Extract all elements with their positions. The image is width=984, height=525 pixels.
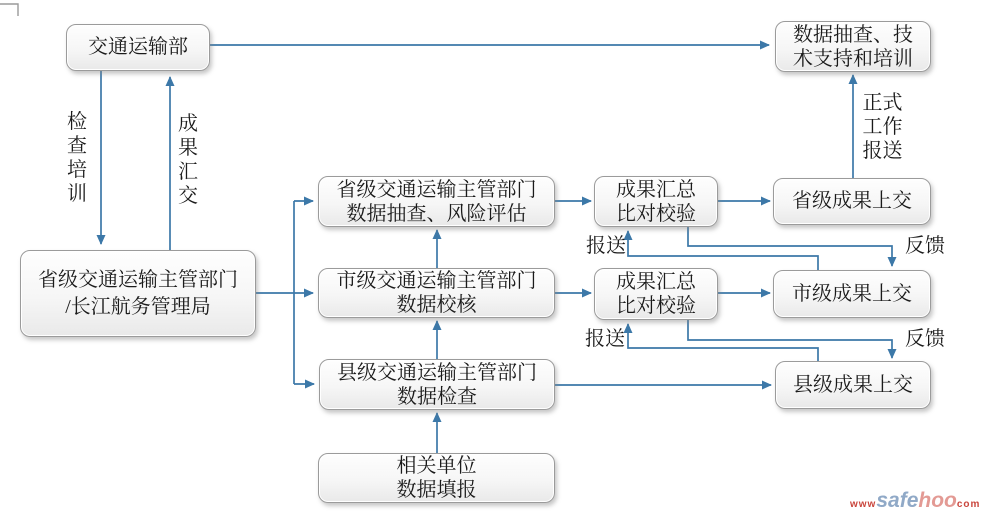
- node-county-results-submission: [775, 361, 931, 409]
- watermark-safehoo: [850, 489, 980, 513]
- node-city-results-submission: [773, 270, 931, 318]
- node-text: 数据校核: [396, 294, 477, 316]
- node-provincial-spotcheck-risk-assessment: [318, 176, 555, 227]
- node-text: 县级成果上交: [793, 373, 913, 396]
- frame-corner-fragment: [0, 4, 18, 16]
- node-text: 数据检查: [397, 385, 477, 408]
- edge-label-submit-county: 报送: [585, 328, 625, 350]
- edge-feedback-to-city: [688, 227, 892, 266]
- node-results-summary-check-city: [594, 268, 718, 320]
- node-ministry-of-transport: [66, 24, 210, 71]
- node-text: 省级交通运输主管部门: [38, 268, 238, 291]
- node-text: 数据填报: [396, 479, 477, 501]
- node-provincial-dept-changjiang-admin: [20, 250, 256, 337]
- edge-submit-from-county: [628, 324, 818, 361]
- node-provincial-results-submission: [773, 178, 931, 225]
- edge-label-inspect-training: 检查培训: [67, 111, 87, 205]
- node-text: 比对校验: [616, 295, 696, 317]
- node-text: 市级交通运输主管部门: [336, 270, 537, 292]
- edge-label-formal-report: 正式工作报送: [862, 92, 903, 162]
- node-related-units-data-filling: [318, 453, 555, 503]
- edge-label-submit-city: 报送: [586, 235, 626, 257]
- watermark-brand-blue: safe: [876, 489, 919, 512]
- node-text: 县级交通运输主管部门: [337, 361, 537, 384]
- node-text: 数据抽查、风险评估: [346, 202, 527, 225]
- node-text: 数据抽查、技: [793, 23, 913, 46]
- node-text: 市级成果上交: [792, 282, 912, 305]
- node-results-summary-check-provincial: [594, 176, 718, 227]
- edge-label-feedback-city: 反馈: [905, 235, 945, 257]
- node-text: 交通运输部: [88, 36, 188, 58]
- node-city-data-verification: [318, 268, 555, 318]
- edge-label-results-submission: 成果汇交: [178, 113, 198, 207]
- node-text: 术支持和培训: [793, 47, 913, 70]
- watermark-brand-pink: hoo: [918, 489, 957, 512]
- node-text: 成果汇总: [616, 271, 696, 293]
- node-text: /长江航务管理局: [65, 295, 211, 318]
- edge-feedback-to-county: [688, 320, 892, 358]
- node-county-data-inspection: [319, 359, 555, 410]
- node-text: 相关单位: [396, 455, 477, 477]
- node-text: 比对校验: [616, 202, 696, 225]
- node-text: 省级交通运输主管部门: [336, 178, 537, 201]
- watermark-prefix: www: [850, 499, 877, 510]
- node-text: 成果汇总: [616, 178, 696, 201]
- edge-submit-from-city: [628, 231, 818, 270]
- node-text: 省级成果上交: [792, 190, 912, 212]
- watermark-suffix: com: [956, 499, 981, 510]
- edge-label-feedback-county: 反馈: [905, 328, 945, 350]
- node-data-spotcheck-tech-support-training: [775, 21, 931, 72]
